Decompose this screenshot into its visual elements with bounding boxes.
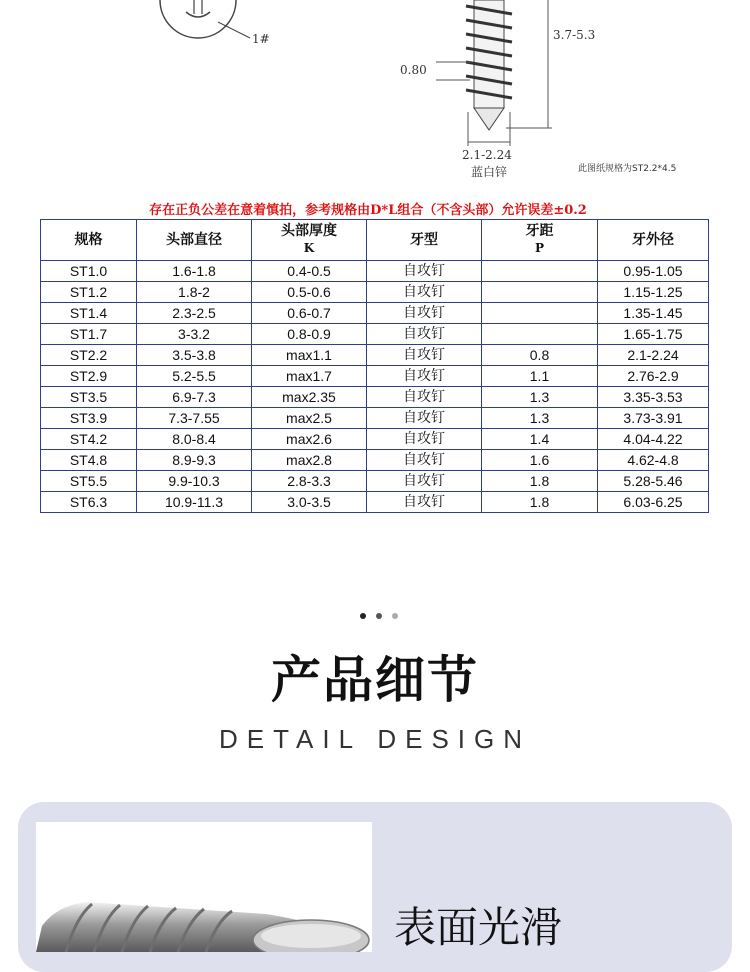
cell-head-diameter: 5.2-5.5 — [137, 366, 252, 387]
cell-thread-type: 自攻钉 — [367, 408, 482, 429]
cell-head-thickness: max2.6 — [252, 429, 367, 450]
cell-head-thickness: max2.8 — [252, 450, 367, 471]
table-row — [41, 345, 709, 366]
cell-outer-diameter: 5.28-5.46 — [598, 471, 709, 492]
screw-head-top-view — [160, 0, 250, 38]
cell-pitch: 1.4 — [482, 429, 598, 450]
cell-pitch: 1.3 — [482, 408, 598, 429]
cell-head-diameter: 3-3.2 — [137, 324, 252, 345]
cell-outer-diameter: 4.62-4.8 — [598, 450, 709, 471]
cell-head-diameter: 7.3-7.55 — [137, 408, 252, 429]
cell-head-thickness: 0.4-0.5 — [252, 261, 367, 282]
cell-head-diameter: 1.6-1.8 — [137, 261, 252, 282]
header-head-thickness — [252, 220, 367, 261]
cell-head-thickness: 2.8-3.3 — [252, 471, 367, 492]
cell-head-thickness: 0.8-0.9 — [252, 324, 367, 345]
drawing-spec-label: 此图纸规格为ST2.2*4.5 — [578, 164, 677, 174]
cell-spec: ST4.8 — [41, 450, 137, 471]
cell-spec: ST1.0 — [41, 261, 137, 282]
screw-photo — [36, 822, 372, 952]
cell-thread-type: 自攻钉 — [367, 471, 482, 492]
feature-title: 表面光滑 — [394, 903, 563, 952]
cell-thread-type: 自攻钉 — [367, 429, 482, 450]
cell-spec: ST3.9 — [41, 408, 137, 429]
head-thickness-label: 0.80 — [400, 63, 427, 77]
cell-thread-type: 自攻钉 — [367, 366, 482, 387]
dot-1 — [360, 613, 366, 619]
header-head-thickness-label: 头部厚度 — [281, 223, 337, 239]
cell-outer-diameter: 4.04-4.22 — [598, 429, 709, 450]
cell-head-thickness: max1.7 — [252, 366, 367, 387]
cell-head-thickness: max1.1 — [252, 345, 367, 366]
cell-spec: ST1.4 — [41, 303, 137, 324]
cell-spec: ST2.9 — [41, 366, 137, 387]
carousel-dots — [360, 613, 404, 621]
tolerance-note: 存在正负公差在意着慎拍，参考规格由D*L组合（不含头部）允许误差±0.2 — [149, 203, 587, 218]
cell-head-thickness: 0.5-0.6 — [252, 282, 367, 303]
section-title-en: DETAIL DESIGN — [218, 724, 532, 754]
cell-head-diameter: 9.9-10.3 — [137, 471, 252, 492]
cell-spec: ST1.7 — [41, 324, 137, 345]
header-pitch-label: 牙距 — [525, 223, 554, 239]
cell-head-diameter: 10.9-11.3 — [137, 492, 252, 513]
header-outer-diameter: 牙外径 — [598, 220, 709, 261]
cell-head-thickness: 0.6-0.7 — [252, 303, 367, 324]
cell-pitch — [482, 261, 598, 282]
header-head-diameter: 头部直径 — [137, 220, 252, 261]
screw-drawing — [0, 0, 750, 190]
dot-2 — [376, 613, 382, 619]
cell-pitch: 1.1 — [482, 366, 598, 387]
cell-thread-type: 自攻钉 — [367, 261, 482, 282]
cell-pitch: 1.6 — [482, 450, 598, 471]
spec-table-body — [41, 261, 709, 513]
table-row — [41, 450, 709, 471]
cell-head-thickness: 3.0-3.5 — [252, 492, 367, 513]
cell-outer-diameter: 2.76-2.9 — [598, 366, 709, 387]
cell-outer-diameter: 0.95-1.05 — [598, 261, 709, 282]
cell-head-diameter: 8.9-9.3 — [137, 450, 252, 471]
cell-outer-diameter: 3.35-3.53 — [598, 387, 709, 408]
header-head-thickness-symbol: K — [303, 241, 315, 255]
cell-head-thickness: max2.5 — [252, 408, 367, 429]
cell-pitch: 1.8 — [482, 492, 598, 513]
cell-head-diameter: 2.3-2.5 — [137, 303, 252, 324]
table-row — [41, 261, 709, 282]
cell-outer-diameter: 3.73-3.91 — [598, 408, 709, 429]
cell-thread-type: 自攻钉 — [367, 345, 482, 366]
table-row — [41, 492, 709, 513]
header-pitch-symbol: P — [534, 241, 545, 255]
cell-thread-type: 自攻钉 — [367, 450, 482, 471]
table-row — [41, 282, 709, 303]
cell-spec: ST4.2 — [41, 429, 137, 450]
table-row — [41, 303, 709, 324]
cell-outer-diameter: 1.35-1.45 — [598, 303, 709, 324]
table-row — [41, 387, 709, 408]
cell-outer-diameter: 2.1-2.24 — [598, 345, 709, 366]
head-type-label: 1# — [252, 32, 270, 46]
header-spec: 规格 — [41, 220, 137, 261]
cell-head-thickness: max2.35 — [252, 387, 367, 408]
cell-spec: ST2.2 — [41, 345, 137, 366]
diameter-label: 2.1-2.24 — [462, 148, 512, 162]
cell-thread-type: 自攻钉 — [367, 492, 482, 513]
finish-label: 蓝白锌 — [471, 165, 508, 179]
cell-pitch: 1.8 — [482, 471, 598, 492]
cell-thread-type: 自攻钉 — [367, 387, 482, 408]
cell-thread-type: 自攻钉 — [367, 324, 482, 345]
table-row — [41, 324, 709, 345]
cell-thread-type: 自攻钉 — [367, 282, 482, 303]
cell-head-diameter: 1.8-2 — [137, 282, 252, 303]
screw-side-view — [436, 0, 552, 146]
dot-3 — [392, 613, 398, 619]
cell-pitch: 1.3 — [482, 387, 598, 408]
cell-spec: ST6.3 — [41, 492, 137, 513]
cell-head-diameter: 6.9-7.3 — [137, 387, 252, 408]
table-row — [41, 366, 709, 387]
cell-pitch: 0.8 — [482, 345, 598, 366]
cell-spec: ST3.5 — [41, 387, 137, 408]
section-title-cn: 产品细节 — [271, 651, 479, 709]
cell-pitch — [482, 324, 598, 345]
cell-outer-diameter: 6.03-6.25 — [598, 492, 709, 513]
cell-pitch — [482, 303, 598, 324]
cell-outer-diameter: 1.65-1.75 — [598, 324, 709, 345]
cell-outer-diameter: 1.15-1.25 — [598, 282, 709, 303]
screw-photo-svg — [36, 822, 372, 952]
cell-head-diameter: 8.0-8.4 — [137, 429, 252, 450]
table-row — [41, 471, 709, 492]
header-pitch — [482, 220, 598, 261]
header-thread-type: 牙型 — [367, 220, 482, 261]
cell-thread-type: 自攻钉 — [367, 303, 482, 324]
cell-spec: ST1.2 — [41, 282, 137, 303]
length-label: 3.7-5.3 — [553, 28, 596, 42]
table-row — [41, 429, 709, 450]
cell-spec: ST5.5 — [41, 471, 137, 492]
cell-pitch — [482, 282, 598, 303]
spec-table — [40, 219, 709, 513]
spec-table-header-row — [41, 220, 709, 261]
table-row — [41, 408, 709, 429]
cell-head-diameter: 3.5-3.8 — [137, 345, 252, 366]
